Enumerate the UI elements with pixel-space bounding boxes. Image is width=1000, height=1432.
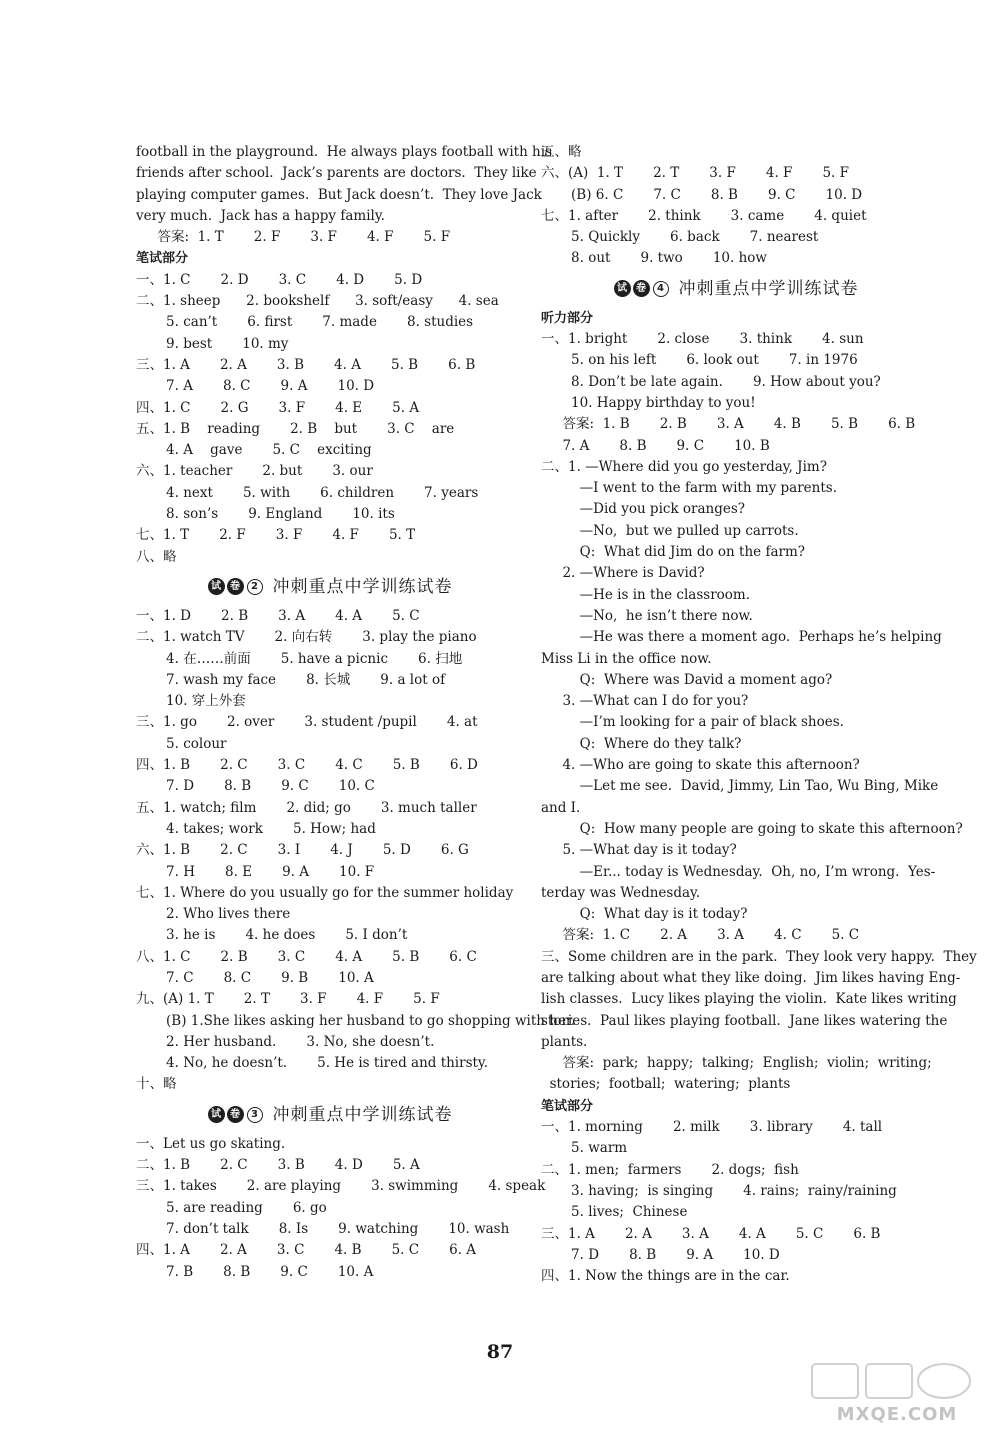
answer-line: 三、1. takes 2. are playing 3. swimming 4. speak: [136, 1178, 546, 1195]
answer-line: Q: Where do they talk?: [541, 735, 742, 752]
page-number: 87: [486, 1341, 514, 1363]
answer-line: 答案: 1. B 2. B 3. A 4. B 5. B 6. B: [541, 416, 916, 433]
title-badge: 卷: [227, 1106, 244, 1123]
answer-line: 一、1. bright 2. close 3. think 4. sun: [541, 331, 864, 348]
answer-line: 三、Some children are in the park. They look very happy. They: [541, 948, 977, 965]
answer-line: 4. A gave 5. C exciting: [136, 442, 372, 459]
answer-line: 7. D 8. B 9. C 10. C: [136, 778, 375, 795]
answer-line: 答案: park; happy; talking; English; violin; writing;: [541, 1055, 932, 1072]
answer-line: 5. warm: [541, 1140, 628, 1157]
answer-line: 六、1. B 2. C 3. I 4. J 5. D 6. G: [136, 842, 469, 859]
answer-line: —He was there a moment ago. Perhaps he’s helping: [541, 629, 942, 646]
answer-line: Q: Where was David a moment ago?: [541, 671, 833, 688]
part-heading: 笔试部分: [541, 1098, 594, 1114]
title-badge: 卷: [633, 280, 650, 297]
answer-line: 4. next 5. with 6. children 7. years: [136, 484, 479, 501]
answer-line: 五、1. B reading 2. B but 3. C are: [136, 420, 455, 437]
answer-line: 四、1. B 2. C 3. C 4. C 5. B 6. D: [136, 757, 478, 774]
answer-line: 5. lives; Chinese: [541, 1204, 688, 1221]
answer-line: —No, but we pulled up carrots.: [541, 522, 799, 539]
answer-line: 7. D 8. B 9. A 10. D: [541, 1246, 780, 1263]
right-column: [541, 142, 977, 1287]
answer-line: Q: How many people are going to skate this afternoon?: [541, 820, 963, 837]
part-heading: 听力部分: [541, 310, 594, 326]
answer-line: 七、1. Where do you usually go for the summer holiday: [136, 884, 514, 901]
answer-line: are talking about what they like doing. Jim likes having Eng-: [541, 969, 961, 986]
answer-line: 十、略: [136, 1076, 177, 1093]
answer-line: football in the playground. He always plays football with his: [136, 144, 553, 160]
section-title-text: 冲刺重点中学训练试卷: [678, 278, 859, 299]
answer-line: 三、1. A 2. A 3. A 4. A 5. C 6. B: [541, 1225, 881, 1242]
answer-line: Q: What did Jim do on the farm?: [541, 544, 805, 561]
section-title-text: 冲刺重点中学训练试卷: [272, 576, 453, 597]
answer-line: 九、(A) 1. T 2. T 3. F 4. F 5. F: [136, 991, 440, 1008]
answer-line: 10. 穿上外套: [136, 693, 246, 710]
answer-line: 二、1. B 2. C 3. B 4. D 5. A: [136, 1157, 420, 1174]
title-number-badge: 3: [247, 1107, 263, 1123]
answer-line: 5. —What day is it today?: [541, 842, 737, 859]
answer-line: 3. having; is singing 4. rains; rainy/raining: [541, 1182, 897, 1199]
answer-line: 4. takes; work 5. How; had: [136, 820, 376, 837]
answer-line: (B) 1.She likes asking her husband to go shopping with her.: [136, 1012, 576, 1029]
answer-line: 7. A 8. B 9. C 10. B: [541, 437, 770, 454]
answer-line: 四、1. Now the things are in the car.: [541, 1268, 790, 1285]
title-badge: 试: [614, 280, 631, 297]
watermark-logo: [808, 1360, 986, 1426]
answer-line: 答案: 1. C 2. A 3. A 4. C 5. C: [541, 927, 860, 944]
answer-line: 8. son’s 9. England 10. its: [136, 506, 395, 523]
answer-line: 三、1. go 2. over 3. student /pupil 4. at: [136, 714, 478, 731]
part-heading: 笔试部分: [136, 251, 189, 267]
section-title: [541, 270, 931, 308]
answer-line: 四、1. C 2. G 3. F 4. E 5. A: [136, 399, 420, 416]
answer-line: 二、1. men; farmers 2. dogs; fish: [541, 1161, 799, 1178]
title-badge: 卷: [227, 578, 244, 595]
answer-line: 三、1. A 2. A 3. B 4. A 5. B 6. B: [136, 356, 476, 373]
answer-line: playing computer games. But Jack doesn’t. They love Jack: [136, 186, 542, 203]
section-title: [136, 568, 524, 606]
answer-line: 六、1. teacher 2. but 3. our: [136, 463, 373, 480]
answer-line: 3. —What can I do for you?: [541, 693, 749, 710]
answer-line: (B) 6. C 7. C 8. B 9. C 10. D: [541, 186, 863, 203]
answer-line: 3. he is 4. he does 5. I don’t: [136, 927, 408, 944]
answer-line: 7. B 8. B 9. C 10. A: [136, 1263, 374, 1280]
answer-line: 10. Happy birthday to you!: [541, 394, 756, 411]
answer-line: 7. don’t talk 8. Is 9. watching 10. wash: [136, 1220, 510, 1237]
answer-line: —He is in the classroom.: [541, 586, 750, 603]
answer-line: and I.: [541, 799, 581, 816]
answer-line: 7. C 8. C 9. B 10. A: [136, 969, 374, 986]
answer-line: 9. best 10. my: [136, 335, 289, 352]
answer-line: 一、1. D 2. B 3. A 4. A 5. C: [136, 607, 420, 624]
section-title-text: 冲刺重点中学训练试卷: [272, 1104, 453, 1125]
answer-line: 4. 在……前面 5. have a picnic 6. 扫地: [136, 650, 463, 667]
answer-line: —Did you pick oranges?: [541, 501, 746, 518]
answer-line: 五、1. watch; film 2. did; go 3. much taller: [136, 799, 477, 816]
answer-line: Miss Li in the office now.: [541, 650, 712, 667]
answer-line: 八、1. C 2. B 3. C 4. A 5. B 6. C: [136, 948, 477, 965]
answer-line: stories. Paul likes playing football. Jane likes watering the: [541, 1012, 948, 1029]
answer-line: 二、1. sheep 2. bookshelf 3. soft/easy 4. sea: [136, 293, 499, 310]
answer-line: 5. on his left 6. look out 7. in 1976: [541, 352, 858, 369]
answer-line: 5. are reading 6. go: [136, 1199, 327, 1216]
answer-line: terday was Wednesday.: [541, 884, 701, 901]
answer-line: 五、略: [541, 144, 582, 160]
answer-line: 7. wash my face 8. 长城 9. a lot of: [136, 671, 446, 688]
answer-line: —Let me see. David, Jimmy, Lin Tao, Wu Bing, Mike: [541, 778, 939, 795]
answer-line: plants.: [541, 1033, 588, 1050]
watermark-bottom-text: MXQE.COM: [836, 1404, 958, 1425]
answer-line: lish classes. Lucy likes playing the violin. Kate likes writing: [541, 991, 957, 1008]
answer-line: 四、1. A 2. A 3. C 4. B 5. C 6. A: [136, 1242, 477, 1259]
answer-line: 4. No, he doesn’t. 5. He is tired and thirsty.: [136, 1055, 489, 1072]
answer-line: 答案: 1. T 2. F 3. F 4. F 5. F: [136, 229, 451, 246]
section-title: [136, 1096, 524, 1134]
answer-line: 二、1. watch TV 2. 向右转 3. play the piano: [136, 629, 477, 646]
answer-line: 一、Let us go skating.: [136, 1135, 286, 1152]
answer-line: Q: What day is it today?: [541, 906, 748, 923]
answer-line: 5. can’t 6. first 7. made 8. studies: [136, 314, 474, 331]
answer-line: 5. colour: [136, 735, 227, 752]
answer-line: 2. —Where is David?: [541, 565, 705, 582]
answer-line: 4. —Who are going to skate this afternoon?: [541, 757, 860, 774]
answer-line: —I went to the farm with my parents.: [541, 480, 838, 497]
title-number-badge: 2: [247, 579, 263, 595]
title-badge: 试: [208, 578, 225, 595]
answer-line: —I’m looking for a pair of black shoes.: [541, 714, 844, 731]
answer-line: —Er... today is Wednesday. Oh, no, I’m wrong. Yes-: [541, 863, 936, 880]
answer-line: 2. Her husband. 3. No, she doesn’t.: [136, 1033, 435, 1050]
answer-line: very much. Jack has a happy family.: [136, 207, 385, 224]
answer-line: 六、(A) 1. T 2. T 3. F 4. F 5. F: [541, 165, 849, 182]
answer-line: 5. Quickly 6. back 7. nearest: [541, 229, 819, 246]
title-number-badge: 4: [653, 281, 669, 297]
answer-line: stories; football; watering; plants: [541, 1076, 791, 1093]
answer-line: 八、略: [136, 548, 177, 565]
answer-line: 二、1. —Where did you go yesterday, Jim?: [541, 458, 827, 475]
answer-line: 7. A 8. C 9. A 10. D: [136, 378, 375, 395]
answer-line: 2. Who lives there: [136, 906, 291, 923]
answer-line: 一、1. morning 2. milk 3. library 4. tall: [541, 1119, 883, 1136]
title-badge: 试: [208, 1106, 225, 1123]
answer-line: —No, he isn’t there now.: [541, 607, 753, 624]
answer-line: 七、1. after 2. think 3. came 4. quiet: [541, 207, 867, 224]
answer-line: 7. H 8. E 9. A 10. F: [136, 863, 375, 880]
answer-line: 一、1. C 2. D 3. C 4. D 5. D: [136, 271, 423, 288]
answer-line: friends after school. Jack’s parents are doctors. They like: [136, 165, 537, 182]
answer-line: 8. out 9. two 10. how: [541, 250, 767, 267]
answer-line: 8. Don’t be late again. 9. How about you?: [541, 373, 881, 390]
answer-line: 七、1. T 2. F 3. F 4. F 5. T: [136, 527, 416, 544]
